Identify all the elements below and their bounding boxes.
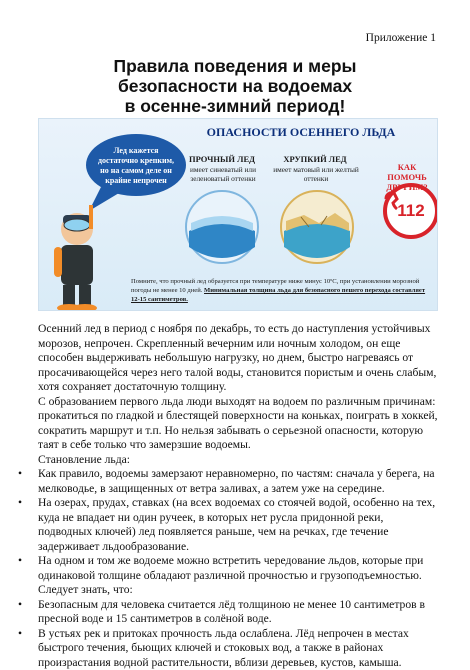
weak-ice-image	[281, 191, 353, 263]
strong-ice-image	[186, 191, 258, 263]
list-item: • На озерах, прудах, ставках (на всех водоемах со стоячей водой, особенно на тех, куда не впадает ни один ручеек, в которых нет русла придонной реки, подводных ключей) лед появляется раньше, чем на речках, где течение задерживает льдообразование.	[38, 496, 438, 554]
bullet-list-facts	[38, 598, 438, 670]
emergency-number: 112	[391, 201, 431, 221]
paragraph: С образованием первого льда люди выходят на водоем по различным причинам: прокатиться по гладкой и блестящей поверхности на коньках, поиграть в хоккей, сократить маршрут и т.п. Но нельзя забывать о серьезной опасности, которую таят в себе только что замерзшие водоемы.	[38, 395, 438, 453]
title-line: безопасности на водоемах	[0, 76, 470, 96]
info-banner	[38, 118, 438, 311]
banner-note-bold: Минимальная толщина льда для безопасного пешего перехода составляет 12-15 сантиметров.	[131, 287, 425, 303]
list-item: • Безопасным для человека считается лёд толщиною не менее 10 сантиметров в пресной воде и 15 сантиметров в солёной воде.	[38, 598, 438, 627]
title-line: в осенне-зимний период!	[0, 96, 470, 116]
bubble-text: Лед кажется достаточно крепким, но на самом деле он крайне непрочен	[93, 146, 179, 186]
diver-figure	[54, 205, 97, 310]
list-item: • Как правило, водоемы замерзают неравномерно, по частям: сначала у берега, на мелководье, в защищенных от ветра заливах, а затем уже на середине.	[38, 467, 438, 496]
paragraph: Осенний лед в период с ноября по декабрь, то есть до наступления устойчивых морозов, непрочен. Скрепленный вечерним или ночным холодом, он еще способен выдерживать небольшую нагрузку, но днем, быстро нагреваясь от просачивающейся через него талой воды, становится пористым и очень слабым, хотя сохраняет достаточную толщину.	[38, 322, 438, 395]
page-title	[0, 56, 470, 116]
appendix-label: Приложение 1	[366, 32, 436, 44]
section-label: Становление льда:	[38, 453, 438, 468]
title-line: Правила поведения и меры	[0, 56, 470, 76]
weak-ice-desc: имеет матовый или желтый оттенки	[273, 165, 359, 183]
list-item: • В устьях рек и притоках прочность льда ослаблена. Лёд непрочен в местах быстрого течения, бьющих ключей и стоковых вод, а также в районах произрастания водной растительности, вблизи деревьев, кустов, камыша.	[38, 627, 438, 670]
banner-note	[131, 277, 431, 304]
help-others-label: КАК ПОМОЧЬ ДРУГИМ?	[379, 162, 435, 192]
document-body	[38, 322, 438, 670]
section-label: Следует знать, что:	[38, 583, 438, 598]
strong-ice-desc: имеет синеватый или зеленоватый оттенки	[179, 165, 267, 183]
weak-ice-title: ХРУПКИЙ ЛЕД	[275, 154, 355, 164]
strong-ice-title: ПРОЧНЫЙ ЛЕД	[183, 154, 261, 164]
banner-note-text: Помните, что прочный лед образуется при температуре ниже минус 10ºС, при установлении морозной погоды не менее 10 дней.	[131, 278, 419, 294]
list-item: • На одном и том же водоеме можно встретить чередование льдов, которые при одинаковой толщине обладают различной прочностью и грузоподъемностью.	[38, 554, 438, 583]
bullet-list-ice-formation	[38, 467, 438, 583]
banner-heading: ОПАСНОСТИ ОСЕННЕГО ЛЬДА	[167, 125, 435, 140]
